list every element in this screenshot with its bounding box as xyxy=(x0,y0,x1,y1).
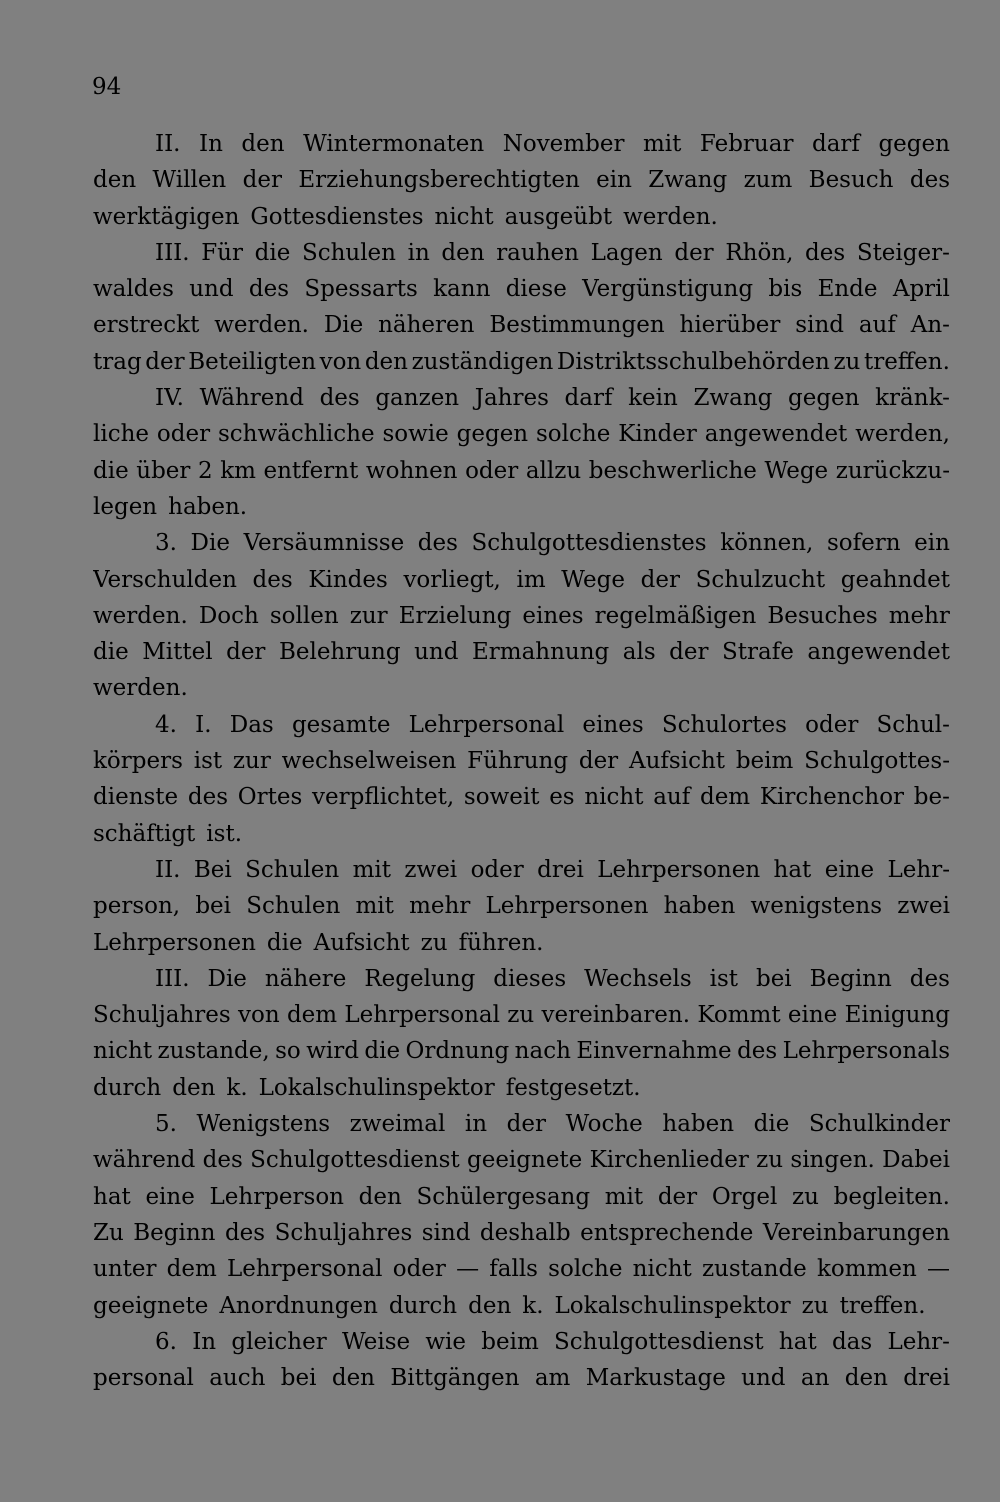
text-line: IV. Während des ganzen Jahres darf kein Zwang gegen kränk- xyxy=(155,385,950,412)
text-line: 5. Wenigstens zweimal in der Woche haben die Schulkinder xyxy=(155,1111,950,1138)
text-line: die Mittel der Belehrung und Ermahnung als der Strafe angewendet xyxy=(93,639,950,666)
text-line: werden. Doch sollen zur Erzielung eines regelmäßigen Besuches mehr xyxy=(93,602,950,629)
text-line: II. Bei Schulen mit zwei oder drei Lehrpersonen hat eine Lehr- xyxy=(155,856,950,883)
text-line: Schuljahres von dem Lehrpersonal zu vereinbaren. Kommt eine Einigung xyxy=(93,1002,950,1029)
text-line: trag der Beteiligten von den zuständigen Distriktsschulbehörden zu treffen. xyxy=(93,348,950,375)
text-line: dienste des Ortes verpflichtet, soweit es nicht auf dem Kirchenchor be- xyxy=(93,784,950,811)
text-line: II. In den Wintermonaten November mit Februar darf gegen xyxy=(155,131,950,157)
text-line: geeignete Anordnungen durch den k. Lokalschulinspektor zu treffen. xyxy=(93,1292,926,1319)
text-line: III. Für die Schulen in den rauhen Lagen der Rhön, des Steiger- xyxy=(155,239,950,266)
text-line: während des Schulgottesdienst geeignete Kirchenlieder zu singen. Dabei xyxy=(93,1147,950,1174)
text-line: Zu Beginn des Schuljahres sind deshalb entsprechende Vereinbarungen xyxy=(93,1219,950,1246)
text-line: 6. In gleicher Weise wie beim Schulgottesdienst hat das Lehr- xyxy=(155,1328,950,1355)
text-line: 4. I. Das gesamte Lehrpersonal eines Schulortes oder Schul- xyxy=(155,711,950,738)
text-line: die über 2 km entfernt wohnen oder allzu beschwerliche Wege zurückzu- xyxy=(93,457,950,484)
text-line: werden. xyxy=(93,675,188,702)
text-line: person, bei Schulen mit mehr Lehrpersonen haben wenigstens zwei xyxy=(93,893,950,920)
page-number: 94 xyxy=(92,74,122,100)
text-line: unter dem Lehrpersonal oder — falls solche nicht zustande kommen — xyxy=(93,1256,950,1283)
text-line: Verschulden des Kindes vorliegt, im Wege der Schulzucht geahndet xyxy=(93,566,950,593)
text-line: Lehrpersonen die Aufsicht zu führen. xyxy=(93,929,544,956)
text-line: III. Die nähere Regelung dieses Wechsels ist bei Beginn des xyxy=(155,965,950,992)
text-line: hat eine Lehrperson den Schülergesang mit der Orgel zu begleiten. xyxy=(93,1183,950,1210)
text-line: werktägigen Gottesdienstes nicht ausgeübt werden. xyxy=(93,203,718,230)
text-line: waldes und des Spessarts kann diese Vergünstigung bis Ende April xyxy=(93,276,950,303)
text-line: durch den k. Lokalschulinspektor festgesetzt. xyxy=(93,1074,641,1101)
text-line: den Willen der Erziehungsberechtigten ein Zwang zum Besuch des xyxy=(93,167,950,194)
text-line: schäftigt ist. xyxy=(93,820,243,847)
text-line: liche oder schwächliche sowie gegen solche Kinder angewendet werden, xyxy=(93,421,950,448)
text-line: körpers ist zur wechselweisen Führung der Aufsicht beim Schulgottes- xyxy=(93,748,950,775)
text-line: personal auch bei den Bittgängen am Markustage und an den drei xyxy=(93,1365,950,1392)
text-line: 3. Die Versäumnisse des Schulgottesdienstes können, sofern ein xyxy=(155,530,950,557)
text-line: nicht zustande, so wird die Ordnung nach Einvernahme des Lehrpersonals xyxy=(93,1038,950,1065)
text-line: erstreckt werden. Die näheren Bestimmungen hierüber sind auf An- xyxy=(93,312,950,339)
text-line: legen haben. xyxy=(93,493,248,520)
body-text xyxy=(93,126,950,1396)
